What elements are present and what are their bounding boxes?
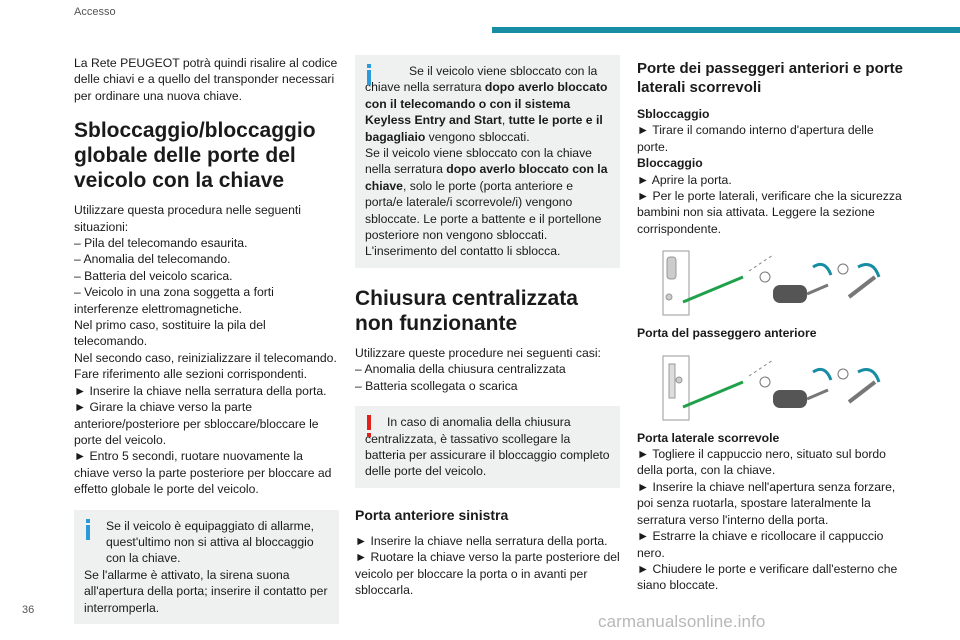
illustration-front-door-lock: [653, 247, 893, 321]
list-item: – Pila del telecomando esaurita.: [74, 236, 248, 251]
step: ► Tirare il comando interno d'apertura delle porte.: [637, 123, 874, 154]
label-lock: Bloccaggio: [637, 156, 703, 171]
info-text-2: [365, 145, 610, 260]
text-bold: dopo averlo bloccato con il telecomando o con il sistema Keyless Entry and Start: [365, 80, 608, 128]
text-span: Se il veicolo viene sbloccato con la chiave nella serratura: [365, 64, 598, 95]
step: ► Ruotare la chiave verso la parte posteriore del veicolo per bloccare la porta o in avanti per sbloccarla.: [355, 550, 620, 597]
step: ► Girare la chiave verso la parte anteriore/posteriore per sbloccare/bloccare le porte del veicolo.: [74, 400, 319, 447]
info-text-1: [365, 63, 610, 145]
step: ► Per le porte laterali, verificare che la sicurezza bambini non sia attivata. Leggere la sezione corrispondente.: [637, 189, 902, 236]
text-bold: tutte le porte e il bagagliaio: [365, 113, 603, 144]
list-item: – Anomalia della chiusura centralizzata: [355, 362, 566, 377]
text-span: , solo le porte (porta anteriore e porta/e laterale/i scorrevole/i) vengono sbloccate. Le porte a battente e il portellone posteriore non vengono sbloccati. L'inserimento del contatto li sblocca.: [365, 178, 602, 259]
warning-text: In caso di anomalia della chiusura centralizzata, è tassativo scollegare la batteria per assicurare il bloccaggio completo delle porte del veicolo.: [365, 415, 610, 479]
subheading-left-door: Porta anteriore sinistra: [355, 506, 509, 523]
caption-front-door: Porta del passeggero anteriore: [637, 326, 817, 341]
text-span: vengono sbloccati.: [425, 129, 530, 144]
step: ► Entro 5 secondi, ruotare nuovamente la chiave verso la parte posteriore per bloccare ad effetto globale le porte del veicolo.: [74, 449, 332, 497]
paragraph: Utilizzare questa procedura nelle seguenti situazioni:: [74, 203, 301, 234]
key-lock-diagram: [653, 352, 893, 426]
step: ► Inserire la chiave nella serratura della porta.: [355, 533, 608, 548]
column-middle: [355, 55, 620, 598]
list-item: – Batteria scollegata o scarica: [355, 378, 518, 393]
header-accent-bar: [492, 27, 960, 33]
watermark: carmanualsonline.info: [598, 612, 766, 631]
label-unlock: Sbloccaggio: [637, 107, 710, 121]
paragraph: Utilizzare queste procedure nei seguenti casi:: [355, 345, 601, 360]
info-box-unlock: [355, 55, 620, 268]
paragraph: Nel secondo caso, reinizializzare il telecomando. Fare riferimento alle sezioni corrispondenti.: [74, 350, 337, 382]
text-span: Se il veicolo viene sbloccato con la chiave nella serratura: [365, 146, 592, 177]
section-title: Accesso: [74, 6, 116, 18]
info-text: Se l'allarme è attivato, la sirena suona all'apertura della porta; inserire il contatto per interromperla.: [84, 567, 328, 615]
info-box-alarm: [74, 510, 339, 624]
step: ► Togliere il cappuccio nero, situato sul bordo della porta, con la chiave.: [637, 447, 886, 478]
list-item: – Anomalia del telecomando.: [74, 252, 231, 267]
step: ► Chiudere le porte e verificare dall'esterno che siano bloccate.: [637, 561, 898, 593]
intro-paragraph: La Rete PEUGEOT potrà quindi risalire al codice delle chiavi e a quello del transponder necessari per ordinare una nuova chiave.: [74, 56, 338, 103]
heading-global-lock: Sbloccaggio/bloccaggio globale delle porte del veicolo con la chiave: [74, 119, 316, 193]
warning-box: [355, 406, 620, 488]
step: ► Aprire la porta.: [637, 172, 732, 187]
column-left: [74, 55, 339, 624]
caption-sliding-door: Porta laterale scorrevole: [637, 430, 780, 445]
paragraph: Nel primo caso, sostituire la pila del telecomando.: [74, 318, 266, 349]
info-text: Se il veicolo è equipaggiato di allarme, quest'ultimo non si attiva al bloccaggio con la chiave.: [106, 518, 314, 566]
step: ► Inserire la chiave nell'apertura senza forzare, poi senza ruotarla, spostare lateralmente la serratura verso l'interno della porta.: [637, 479, 896, 527]
column-right: [637, 55, 907, 594]
list-item: – Veicolo in una zona soggetta a forti interferenze elettromagnetiche.: [74, 285, 274, 316]
key-lock-diagram: [653, 247, 893, 321]
page-number: 36: [22, 604, 35, 616]
heading-passenger-doors: Porte dei passeggeri anteriori e porte laterali scorrevoli: [637, 60, 903, 96]
illustration-sliding-door-lock: [653, 352, 893, 426]
list-item: – Batteria del veicolo scarica.: [74, 268, 233, 283]
step: ► Estrarre la chiave e ricollocare il cappuccio nero.: [637, 529, 884, 560]
heading-central-locking: Chiusura centralizzata non funzionante: [355, 286, 578, 335]
text-span: ,: [501, 113, 509, 128]
text-bold: dopo averlo bloccato con la chiave: [365, 162, 608, 193]
step: ► Inserire la chiave nella serratura della porta.: [74, 383, 327, 398]
